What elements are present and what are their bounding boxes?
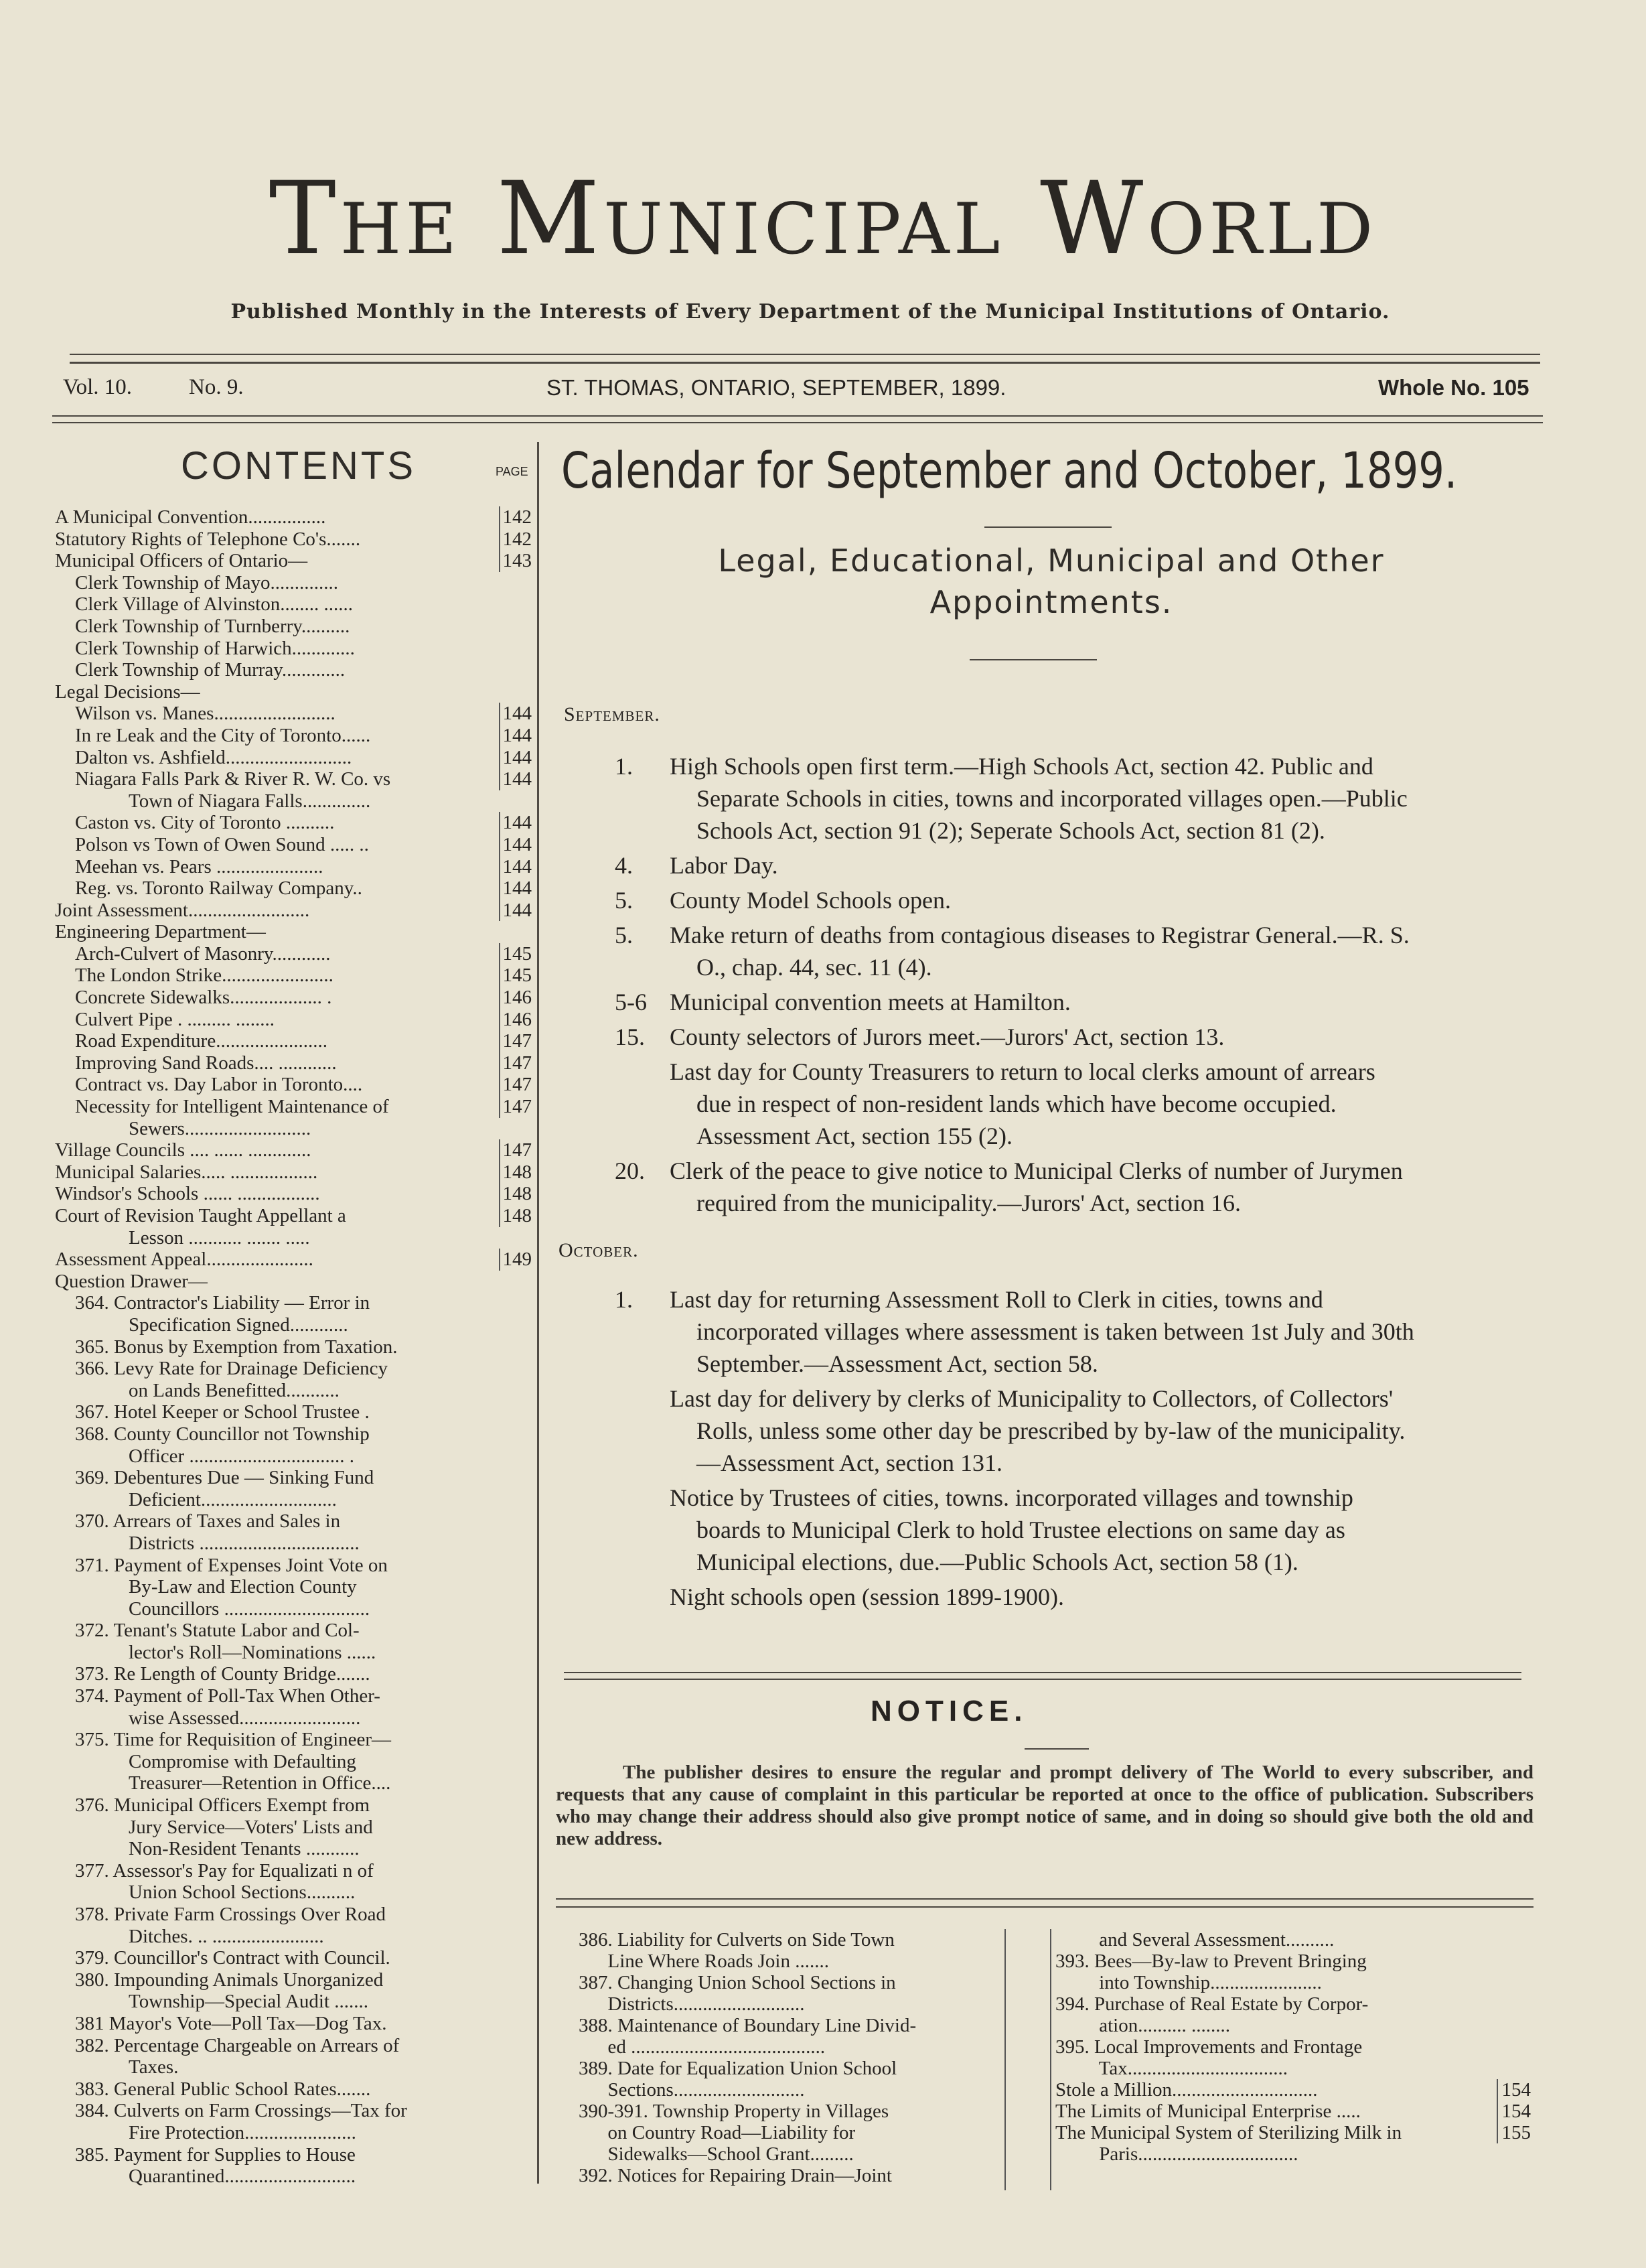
toc-entry-page: 154 <box>1497 2079 1531 2101</box>
column-divider <box>537 442 539 2184</box>
toc-entry-title: 395. Local Improvements and Frontage <box>1055 2036 1363 2058</box>
calendar-title-rule <box>984 526 1112 528</box>
toc-entry-page: 144 <box>499 768 532 790</box>
toc-entry-title: wise Assessed......................... <box>129 1707 361 1729</box>
issue-rule-1 <box>52 415 1543 417</box>
toc-entry <box>55 2035 537 2057</box>
toc-entry-title: The London Strike....................... <box>75 965 333 987</box>
toc-entry-title: Windsor's Schools ...... ................. <box>55 1183 320 1205</box>
toc-entry-title: Culvert Pipe . ......... ........ <box>75 1008 275 1030</box>
toc-entry <box>55 1598 537 1620</box>
calendar-entry-line: Last day for returning Assessment Roll to Clerk in cities, towns and <box>670 1286 1323 1313</box>
toc-entry-title: 379. Councillor's Contract with Council. <box>75 1947 390 1969</box>
toc-entry-title: Line Where Roads Join ....... <box>579 1951 829 1972</box>
toc-entry-title: Engineering Department— <box>55 921 266 943</box>
calendar-entry-line: High Schools open first term.—High Schools Act, section 42. Public and <box>670 753 1373 780</box>
toc-entry-title: Arch-Culvert of Masonry............ <box>75 942 331 965</box>
toc-entry <box>55 616 537 638</box>
toc-entry <box>55 2166 537 2188</box>
calendar-entry-day: 5-6 <box>615 989 647 1015</box>
toc-entry-page: 146 <box>499 987 532 1009</box>
calendar-entry-line: Last day for County Treasurers to return to local clerks amount of arrears <box>670 1058 1375 1085</box>
toc-entry <box>55 1729 537 1751</box>
toc-entry-title: 374. Payment of Poll-Tax When Other- <box>75 1685 380 1707</box>
toc-entry <box>55 1860 537 1882</box>
toc-entry-title: Tax................................. <box>1055 2058 1288 2079</box>
toc-entry <box>55 1009 537 1031</box>
toc-entry <box>55 1794 537 1817</box>
toc-entry <box>55 681 537 703</box>
contents-heading: CONTENTS <box>181 444 416 488</box>
toc-entry-title: 385. Payment for Supplies to House <box>75 2143 356 2166</box>
toc-entry-title: and Several Assessment.......... <box>1055 1929 1335 1951</box>
toc-entry-title: Improving Sand Roads.... ............ <box>75 1052 337 1074</box>
toc-entry <box>55 572 537 594</box>
toc-entry-page: 145 <box>499 965 532 987</box>
calendar-entry-line: O., chap. 44, sec. 11 (4). <box>696 954 932 981</box>
calendar-entry-line: incorporated villages where assessment is taken between 1st July and 30th <box>696 1318 1414 1345</box>
toc-entry <box>1055 2058 1531 2079</box>
toc-entry-title: 365. Bonus by Exemption from Taxation. <box>75 1336 398 1358</box>
issue-rule-2 <box>52 422 1543 423</box>
toc-entry-title: Dalton vs. Ashfield.......................... <box>75 746 352 768</box>
toc-entry <box>55 1205 537 1227</box>
toc-entry <box>55 1314 537 1336</box>
toc-entry-title: Road Expenditure....................... <box>75 1030 327 1052</box>
toc-entry-page: 155 <box>1497 2122 1531 2143</box>
toc-entry-page: 144 <box>499 834 532 856</box>
toc-entry <box>579 1929 998 1951</box>
toc-entry-title: Question Drawer— <box>55 1270 208 1292</box>
calendar-entry-day: 5. <box>615 922 633 948</box>
toc-entry-title: Jury Service—Voters' Lists and <box>129 1816 373 1838</box>
toc-entry-title: 390-391. Township Property in Villages <box>579 2101 889 2122</box>
toc-entry-page: 147 <box>499 1030 532 1052</box>
notice-title: NOTICE. <box>871 1695 1028 1727</box>
notice-body: The publisher desires to ensure the regular and prompt delivery of The World to every subscriber, and requests that any cause of complaint in this particular be reported at once to the office of publication. Subscribers who may change their address should also give prompt notice of same, and in doing so should give both the old and new address. <box>556 1762 1533 1849</box>
calendar-subtitle-line-1: Legal, Educational, Municipal and Other <box>718 543 1385 579</box>
toc-entry-title: Deficient............................ <box>129 1488 337 1510</box>
toc-entry <box>55 2056 537 2078</box>
issue-dateline: ST. THOMAS, ONTARIO, SEPTEMBER, 1899. <box>546 375 1006 400</box>
toc-entry-title: Court of Revision Taught Appellant a <box>55 1205 346 1226</box>
toc-entry-title: Polson vs Town of Owen Sound ..... .. <box>75 833 369 855</box>
toc-entry <box>55 2122 537 2144</box>
toc-entry-title: Clerk Township of Murray............. <box>75 659 346 681</box>
header-rule-bottom <box>70 362 1540 364</box>
toc-entry-title: Assessment Appeal...................... <box>55 1249 313 1271</box>
toc-entry <box>55 1838 537 1860</box>
calendar-entry-line: Schools Act, section 91 (2); Seperate Schools Act, section 81 (2). <box>696 817 1325 844</box>
calendar-entry-day: 4. <box>615 852 633 879</box>
toc-entry-title: Niagara Falls Park & River R. W. Co. vs <box>75 768 391 790</box>
toc-entry <box>55 834 537 856</box>
toc-entry-title: Sidewalks—School Grant......... <box>579 2143 854 2165</box>
toc-entry-title: 392. Notices for Repairing Drain—Joint <box>579 2165 892 2186</box>
toc-entry-page: 143 <box>499 550 532 572</box>
toc-entry-title: Caston vs. City of Toronto .......... <box>75 812 335 834</box>
header-rule-top <box>70 354 1540 355</box>
toc-entry-page: 149 <box>499 1249 532 1271</box>
toc-entry-title: Contract vs. Day Labor in Toronto.... <box>75 1074 363 1096</box>
contents-continued-right <box>1055 1929 1531 2165</box>
calendar-subtitle <box>556 540 1547 623</box>
toc-entry <box>579 2165 998 2186</box>
toc-entry-title: ation.......... ........ <box>1055 2015 1230 2036</box>
toc-entry-page: 144 <box>499 747 532 769</box>
toc-entry-title: 367. Hotel Keeper or School Trustee . <box>75 1401 370 1423</box>
toc-entry <box>579 1972 998 1993</box>
toc-entry-title: Clerk Township of Turnberry.......... <box>75 615 350 637</box>
toc-entry-page: 148 <box>499 1161 532 1184</box>
contents-page-label: PAGE <box>496 465 528 478</box>
toc-entry-page: 144 <box>499 856 532 878</box>
toc-entry <box>579 2079 998 2101</box>
toc-entry <box>55 1467 537 1489</box>
toc-entry <box>55 856 537 878</box>
toc-entry-title: Township—Special Audit ....... <box>129 1991 369 2013</box>
toc-entry-title: into Township....................... <box>1055 1972 1322 1993</box>
toc-entry <box>55 1555 537 1577</box>
toc-entry <box>55 703 537 725</box>
table-of-contents <box>55 506 537 2188</box>
toc-entry <box>55 2078 537 2101</box>
toc-entry <box>1055 1929 1531 1951</box>
toc-entry <box>1055 1972 1531 1993</box>
notice-rule-top-2 <box>564 1679 1521 1680</box>
toc-entry-title: Statutory Rights of Telephone Co's....... <box>55 528 361 550</box>
toc-entry <box>55 1904 537 1926</box>
toc-entry-title: 393. Bees—By-law to Prevent Bringing <box>1055 1951 1367 1972</box>
calendar-entry-day: 15. <box>615 1023 645 1050</box>
toc-entry-title: Districts........................... <box>579 1993 805 2015</box>
toc-entry <box>55 1139 537 1161</box>
toc-entry <box>55 550 537 572</box>
issue-volume: Vol. 10. <box>63 375 132 399</box>
toc-entry-title: Sections........................... <box>579 2079 805 2101</box>
toc-entry-title: Compromise with Defaulting <box>129 1750 356 1772</box>
toc-entry-title: 394. Purchase of Real Estate by Corpor- <box>1055 1993 1369 2015</box>
calendar-entry-line: Last day for delivery by clerks of Municipality to Collectors, of Collectors' <box>670 1385 1394 1412</box>
toc-entry-title: 387. Changing Union School Sections in <box>579 1972 896 1993</box>
calendar-subtitle-rule <box>970 659 1097 660</box>
toc-entry <box>55 1991 537 2013</box>
toc-entry-page: 142 <box>499 528 532 551</box>
toc-entry-title: Paris................................. <box>1055 2143 1298 2165</box>
toc-entry-page: 144 <box>499 812 532 834</box>
toc-entry-title: Districts ................................. <box>129 1532 360 1554</box>
toc-entry-title: Concrete Sidewalks................... . <box>75 987 332 1009</box>
toc-entry-title: ed ........................................ <box>579 2036 826 2058</box>
toc-entry <box>55 812 537 834</box>
toc-entry <box>55 1161 537 1184</box>
toc-entry-title: Quarantined........................... <box>129 2166 356 2188</box>
calendar-entry-day: 1. <box>615 1286 633 1313</box>
toc-entry-title: 383. General Public School Rates....... <box>75 2078 371 2100</box>
toc-entry <box>55 638 537 660</box>
calendar-entry-day: 1. <box>615 753 633 780</box>
toc-entry-title: lector's Roll—Nominations ...... <box>129 1641 376 1663</box>
toc-entry <box>55 1292 537 1314</box>
toc-entry <box>55 2100 537 2122</box>
calendar-entry-line: County Model Schools open. <box>670 887 951 914</box>
toc-entry-title: 386. Liability for Culverts on Side Town <box>579 1929 895 1951</box>
toc-entry-title: Municipal Officers of Ontario— <box>55 550 308 572</box>
toc-entry <box>55 1380 537 1402</box>
bottom-rule-1 <box>556 1898 1533 1900</box>
toc-entry-page: 146 <box>499 1009 532 1031</box>
calendar-entry-line: required from the municipality.—Jurors' Act, section 16. <box>696 1190 1241 1216</box>
toc-entry-title: The Limits of Municipal Enterprise ..... <box>1055 2101 1361 2122</box>
bottom-divider-1 <box>1004 1929 1006 2190</box>
toc-entry <box>55 1969 537 1991</box>
toc-entry-page: 144 <box>499 900 532 922</box>
toc-entry <box>55 1817 537 1839</box>
toc-entry <box>55 1642 537 1664</box>
toc-entry <box>579 2101 998 2122</box>
toc-entry-title: The Municipal System of Sterilizing Milk in <box>1055 2122 1402 2143</box>
toc-entry <box>55 1336 537 1358</box>
toc-entry-title: 382. Percentage Chargeable on Arrears of <box>75 2034 400 2056</box>
toc-entry <box>55 725 537 747</box>
calendar-entry-line: Night schools open (session 1899-1900). <box>670 1583 1064 1610</box>
toc-entry <box>55 1751 537 1773</box>
toc-entry-title: Officer ................................ . <box>129 1445 354 1467</box>
toc-entry-title: Stole a Million.............................. <box>1055 2079 1318 2101</box>
toc-entry-title: Taxes. <box>129 2056 179 2078</box>
toc-entry <box>1055 2015 1531 2036</box>
calendar-entry-line: —Assessment Act, section 131. <box>696 1449 1002 1476</box>
toc-entry-title: Clerk Village of Alvinston........ ...... <box>75 593 353 616</box>
toc-entry <box>55 877 537 900</box>
toc-entry <box>55 1227 537 1249</box>
toc-entry-title: Union School Sections.......... <box>129 1882 356 1904</box>
toc-entry-page: 144 <box>499 877 532 900</box>
toc-entry-page: 148 <box>499 1183 532 1205</box>
toc-entry <box>55 1271 537 1293</box>
bottom-divider-2 <box>1050 1929 1051 2190</box>
toc-entry <box>1055 2036 1531 2058</box>
notice-title-rule <box>1025 1748 1089 1750</box>
calendar-subtitle-line-2: Appointments. <box>929 584 1173 620</box>
toc-entry <box>55 747 537 769</box>
toc-entry <box>55 1183 537 1205</box>
toc-entry <box>1055 2101 1531 2122</box>
toc-entry <box>579 2015 998 2036</box>
masthead-title: The Municipal World <box>269 161 1377 277</box>
toc-entry-page: 147 <box>499 1052 532 1074</box>
toc-entry-title: Village Councils .... ...... ............. <box>55 1139 311 1161</box>
toc-entry-title: Councillors .............................. <box>129 1598 370 1620</box>
toc-entry-page: 147 <box>499 1139 532 1161</box>
toc-entry <box>55 1489 537 1511</box>
toc-entry-page: 144 <box>499 703 532 725</box>
toc-entry <box>55 1882 537 1904</box>
calendar-entry-line: Clerk of the peace to give notice to Municipal Clerks of number of Jurymen <box>670 1157 1403 1184</box>
toc-entry <box>579 2058 998 2079</box>
toc-entry-title: Clerk Township of Mayo.............. <box>75 571 338 593</box>
toc-entry-title: Non-Resident Tenants ........... <box>129 1838 360 1860</box>
toc-entry-page: 147 <box>499 1074 532 1096</box>
calendar-entry-line: Rolls, unless some other day be prescribed by by-law of the municipality. <box>696 1417 1406 1444</box>
calendar-entry-line: Assessment Act, section 155 (2). <box>696 1123 1013 1149</box>
toc-entry <box>55 1772 537 1794</box>
toc-entry-title: Treasurer—Retention in Office.... <box>129 1772 391 1794</box>
toc-entry <box>1055 2122 1531 2143</box>
toc-entry <box>55 1685 537 1707</box>
toc-entry-title: Necessity for Intelligent Maintenance of <box>75 1096 389 1118</box>
calendar-entry-line: Labor Day. <box>670 852 778 879</box>
toc-entry-title: 380. Impounding Animals Unorganized <box>75 1969 384 1991</box>
calendar-entry-line: Municipal convention meets at Hamilton. <box>670 989 1071 1015</box>
calendar-entry-line: Municipal elections, due.—Public Schools Act, section 58 (1). <box>696 1549 1298 1575</box>
calendar-entry-line: Notice by Trustees of cities, towns. incorporated villages and township <box>670 1484 1353 1511</box>
toc-entry-title: Ditches. .. ....................... <box>129 1925 324 1947</box>
toc-entry <box>579 2122 998 2143</box>
toc-entry <box>1055 2143 1531 2165</box>
toc-entry-title: Lesson ........... ....... ..... <box>129 1226 310 1249</box>
toc-entry-title: 378. Private Farm Crossings Over Road <box>75 1904 386 1925</box>
calendar-entry-line: due in respect of non-resident lands which have become occupied. <box>696 1090 1337 1117</box>
bottom-rule-2 <box>556 1906 1533 1908</box>
toc-entry-title: Clerk Township of Harwich............. <box>75 637 355 659</box>
toc-entry <box>55 1663 537 1685</box>
toc-entry <box>55 1030 537 1052</box>
toc-entry <box>579 1993 998 2015</box>
toc-entry-page: 148 <box>499 1205 532 1227</box>
toc-entry <box>55 768 537 790</box>
toc-entry <box>1055 2079 1531 2101</box>
september-label: September. <box>564 703 660 725</box>
toc-entry <box>579 1951 998 1972</box>
toc-entry-title: Specification Signed............ <box>129 1314 348 1336</box>
toc-entry-title: 373. Re Length of County Bridge....... <box>75 1663 370 1685</box>
toc-entry-title: Reg. vs. Toronto Railway Company.. <box>75 877 362 900</box>
toc-entry <box>55 790 537 812</box>
toc-entry <box>55 506 537 528</box>
toc-entry <box>55 528 537 551</box>
toc-entry-page: 142 <box>499 506 532 528</box>
toc-entry <box>55 1947 537 1969</box>
toc-entry <box>55 593 537 616</box>
toc-entry-title: In re Leak and the City of Toronto...... <box>75 724 371 746</box>
calendar-entry-line: boards to Municipal Clerk to hold Trustee elections on same day as <box>696 1516 1345 1543</box>
toc-entry <box>55 1445 537 1468</box>
toc-entry-title: Municipal Salaries..... .................. <box>55 1161 318 1183</box>
issue-number: No. 9. <box>189 375 244 399</box>
toc-entry <box>1055 1951 1531 1972</box>
toc-entry-title: 364. Contractor's Liability — Error in <box>75 1292 370 1314</box>
toc-entry-title: Joint Assessment......................... <box>55 899 310 921</box>
toc-entry <box>55 1118 537 1140</box>
october-label: October. <box>558 1239 639 1261</box>
toc-entry <box>55 921 537 943</box>
notice-rule-top-1 <box>564 1672 1521 1673</box>
toc-entry-title: 381 Mayor's Vote—Poll Tax—Dog Tax. <box>75 2012 387 2034</box>
toc-entry-title: 366. Levy Rate for Drainage Deficiency <box>75 1358 388 1380</box>
calendar-title: Calendar for September and October, 1899. <box>561 442 1458 500</box>
toc-entry <box>55 987 537 1009</box>
toc-entry-title: By-Law and Election County <box>129 1576 357 1598</box>
toc-entry <box>55 1510 537 1533</box>
toc-entry <box>55 1707 537 1729</box>
toc-entry <box>55 1401 537 1423</box>
toc-entry <box>55 1620 537 1642</box>
toc-entry-title: on Lands Benefitted........... <box>129 1379 340 1401</box>
toc-entry-title: 377. Assessor's Pay for Equalizati n of <box>75 1859 374 1882</box>
toc-entry-title: on Country Road—Liability for <box>579 2122 856 2143</box>
toc-entry-title: 369. Debentures Due — Sinking Fund <box>75 1467 374 1489</box>
toc-entry <box>579 2036 998 2058</box>
toc-entry <box>55 1576 537 1598</box>
toc-entry-title: 372. Tenant's Statute Labor and Col- <box>75 1620 360 1642</box>
toc-entry-title: Fire Protection....................... <box>129 2121 356 2143</box>
calendar-entry-line: County selectors of Jurors meet.—Jurors' Act, section 13. <box>670 1023 1225 1050</box>
toc-entry <box>55 1533 537 1555</box>
toc-entry-page: 145 <box>499 943 532 965</box>
contents-continued-left <box>579 1929 998 2186</box>
toc-entry <box>55 1423 537 1445</box>
toc-entry-title: Sewers.......................... <box>129 1117 311 1139</box>
calendar-entry-line: Make return of deaths from contagious diseases to Registrar General.—R. S. <box>670 922 1410 948</box>
toc-entry-page: 147 <box>499 1096 532 1118</box>
toc-entry <box>55 1074 537 1096</box>
toc-entry-title: 370. Arrears of Taxes and Sales in <box>75 1510 341 1533</box>
toc-entry-title: A Municipal Convention................ <box>55 506 326 528</box>
toc-entry-title: Town of Niagara Falls.............. <box>129 790 371 812</box>
toc-entry-title: 368. County Councillor not Township <box>75 1423 370 1445</box>
masthead-tagline: Published Monthly in the Interests of Every Department of the Municipal Institutions of Ontario. <box>230 300 1390 324</box>
toc-entry-title: 371. Payment of Expenses Joint Vote on <box>75 1554 388 1576</box>
toc-entry-title: 384. Culverts on Farm Crossings—Tax for <box>75 2100 407 2122</box>
toc-entry <box>55 943 537 965</box>
toc-entry <box>55 1249 537 1271</box>
toc-entry-page: 144 <box>499 725 532 747</box>
toc-entry-title: 388. Maintenance of Boundary Line Divid- <box>579 2015 917 2036</box>
toc-entry-title: Legal Decisions— <box>55 681 200 703</box>
toc-entry <box>55 1052 537 1074</box>
issue-whole-number: Whole No. 105 <box>1378 375 1529 400</box>
toc-entry-title: 376. Municipal Officers Exempt from <box>75 1794 370 1817</box>
toc-entry <box>55 2144 537 2166</box>
toc-entry-title: 389. Date for Equalization Union School <box>579 2058 897 2079</box>
toc-entry <box>1055 1993 1531 2015</box>
calendar-entry-line: September.—Assessment Act, section 58. <box>696 1350 1098 1377</box>
toc-entry <box>55 900 537 922</box>
calendar-entry-day: 20. <box>615 1157 645 1184</box>
toc-entry <box>55 1096 537 1118</box>
toc-entry <box>579 2143 998 2165</box>
calendar-entry-line: Separate Schools in cities, towns and incorporated villages open.—Public <box>696 785 1408 812</box>
toc-entry <box>55 965 537 987</box>
toc-entry <box>55 659 537 681</box>
toc-entry-title: Meehan vs. Pears ...................... <box>75 855 323 877</box>
toc-entry-page: 154 <box>1497 2101 1531 2122</box>
calendar-entry-day: 5. <box>615 887 633 914</box>
toc-entry-title: 375. Time for Requisition of Engineer— <box>75 1729 392 1751</box>
toc-entry-title: Wilson vs. Manes......................... <box>75 703 335 725</box>
toc-entry <box>55 2013 537 2035</box>
toc-entry <box>55 1358 537 1380</box>
toc-entry <box>55 1926 537 1948</box>
